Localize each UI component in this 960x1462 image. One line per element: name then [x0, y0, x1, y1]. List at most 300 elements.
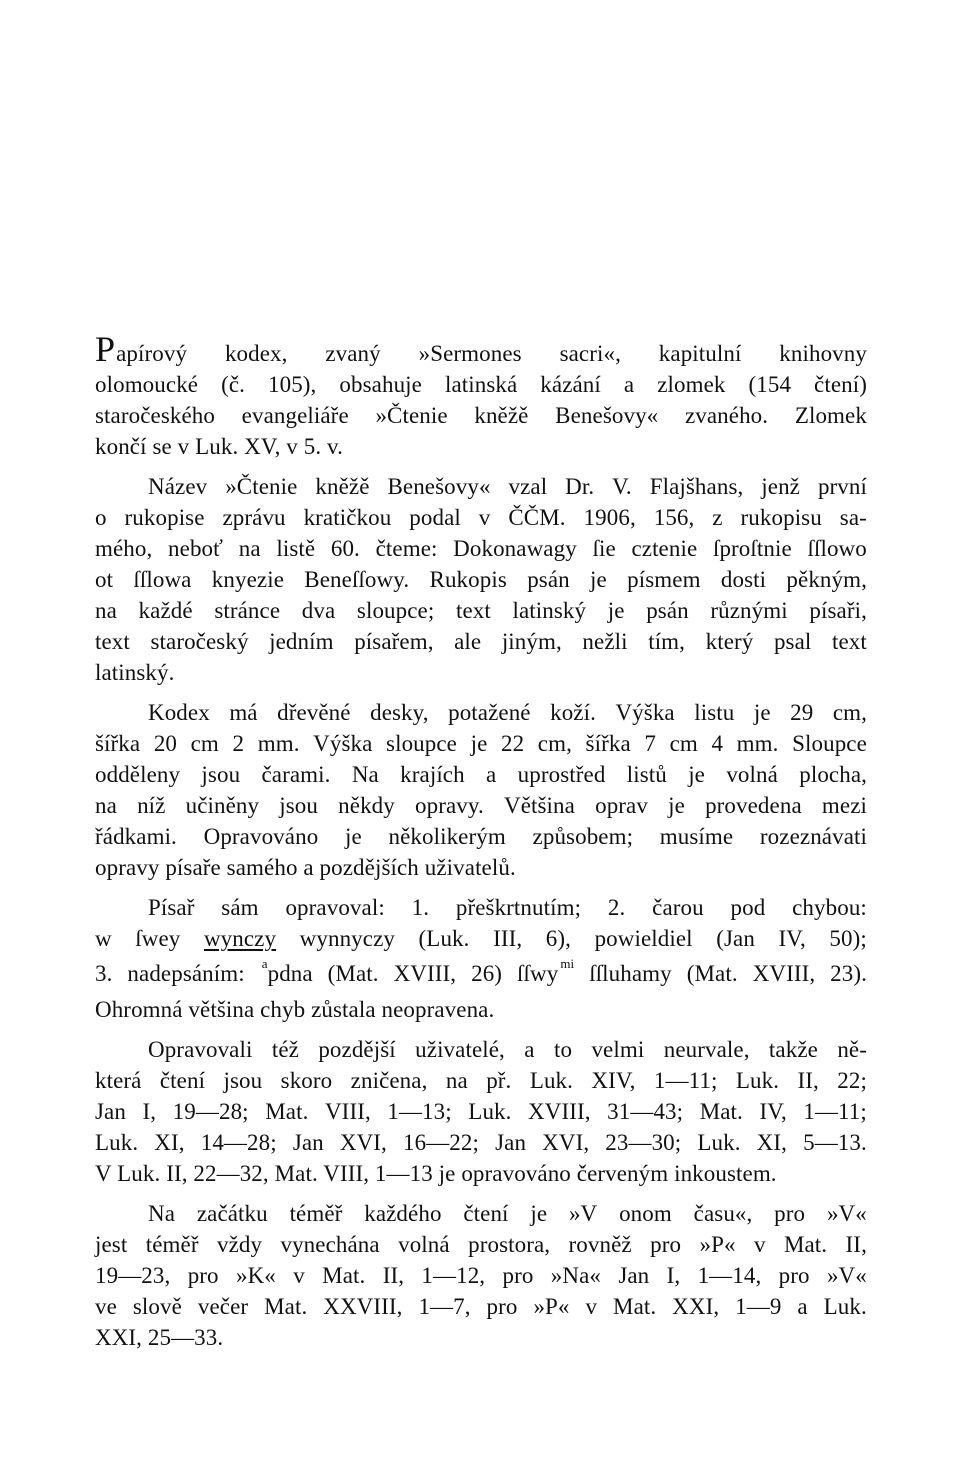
word: Jan	[95, 1099, 126, 1124]
word: 26)	[471, 961, 503, 986]
word: někdy	[338, 793, 395, 818]
word: 1906,	[583, 505, 636, 530]
word: XVIII,	[752, 961, 816, 986]
word: »K«	[235, 1263, 276, 1288]
word: téměř	[145, 1232, 199, 1257]
word: (č.	[221, 372, 246, 397]
word: ſſluhamy	[589, 961, 672, 986]
word: večer	[197, 1294, 249, 1319]
text-line	[95, 1260, 867, 1291]
word: 23—30;	[605, 1130, 682, 1155]
word: 1—11;	[803, 1099, 867, 1124]
word: v	[753, 1232, 766, 1257]
word: Luk.	[823, 1294, 867, 1319]
word: chybou:	[792, 895, 867, 920]
word: plocha,	[799, 762, 867, 787]
word: 1—7,	[418, 1294, 471, 1319]
word: Luk.	[468, 1099, 512, 1124]
text-line	[95, 892, 867, 923]
word: zvaný	[325, 341, 381, 366]
word: ſie	[592, 536, 616, 561]
word: XIV,	[591, 1068, 636, 1093]
word: Luk.	[697, 1130, 741, 1155]
word: tím,	[648, 629, 686, 654]
word: XVI,	[339, 1130, 387, 1155]
word: pro	[187, 1263, 219, 1288]
word: neboť	[168, 536, 224, 561]
word: (Jan	[716, 926, 755, 951]
word: je	[668, 793, 685, 818]
word: XI,	[756, 1130, 787, 1155]
word: Jan	[618, 1263, 650, 1288]
word: ſſlowo	[807, 536, 867, 561]
word: pěkným,	[786, 567, 867, 592]
word: opravy.	[415, 793, 484, 818]
word: »V«	[826, 1201, 867, 1226]
word: psán	[646, 598, 689, 623]
text-line	[95, 400, 867, 431]
word: uživatelé,	[415, 1037, 505, 1062]
word: pozdější	[318, 1037, 396, 1062]
word: 16—22;	[403, 1130, 479, 1155]
word: 23).	[830, 961, 867, 986]
paragraph-gap	[95, 1025, 867, 1034]
word: 6),	[545, 926, 571, 951]
word: vzal	[508, 474, 548, 499]
superscript-correction: a	[261, 956, 268, 971]
word: nežli	[582, 629, 628, 654]
word: latinská	[444, 372, 518, 397]
word: v	[585, 1294, 598, 1319]
word: pro	[486, 1294, 518, 1319]
word: 22	[501, 731, 525, 756]
word: téměř	[289, 1201, 343, 1226]
line-text: končí se v Luk. XV, v 5. v.	[95, 434, 344, 459]
first-word: Papírový	[95, 329, 188, 369]
word: dva	[301, 598, 336, 623]
word: přeškrtnutím;	[455, 895, 582, 920]
word: olomoucké	[95, 372, 199, 397]
word: je	[530, 1201, 548, 1226]
word: z	[712, 505, 723, 530]
word: latinský	[512, 598, 587, 623]
word: ale	[454, 629, 482, 654]
word: vynechána	[280, 1232, 380, 1257]
text-line	[95, 502, 867, 533]
text-line	[95, 994, 867, 1025]
word: 2	[232, 731, 245, 756]
word: II,	[382, 1263, 405, 1288]
word: mezi	[821, 793, 867, 818]
word: Luk.	[735, 1068, 780, 1093]
word: 4	[711, 731, 724, 756]
word: Sloupce	[792, 731, 867, 756]
word: I,	[142, 1099, 157, 1124]
paragraph-p3	[95, 697, 867, 883]
word: 14—28;	[200, 1130, 277, 1155]
word: učiněny	[185, 793, 260, 818]
word: ſſwy $^{mi}$	[517, 956, 575, 986]
word: první	[817, 474, 867, 499]
word: Na	[148, 1201, 176, 1226]
line-text: XXI, 25—33.	[95, 1325, 224, 1350]
word: 2.	[607, 895, 626, 920]
word: Dr.	[565, 474, 595, 499]
word: staročeský	[150, 629, 249, 654]
word: níž	[137, 793, 166, 818]
text-line	[95, 1127, 867, 1158]
word: (Luk.	[418, 926, 470, 951]
word: Mat.	[783, 1232, 828, 1257]
word: každé	[138, 598, 193, 623]
word: w	[95, 926, 112, 951]
word: jsou	[223, 1068, 263, 1093]
text-line	[95, 1096, 867, 1127]
word: písmem	[627, 567, 701, 592]
word: krajích	[400, 762, 465, 787]
text-line	[95, 1322, 867, 1353]
word: uprostřed	[517, 762, 606, 787]
word: ot	[95, 567, 114, 592]
word: knyezie	[211, 567, 284, 592]
paragraph-p2	[95, 471, 867, 688]
paragraph-p4	[95, 892, 867, 1025]
word: onom	[619, 1201, 672, 1226]
word: písaři,	[809, 598, 867, 623]
word: »P«	[533, 1294, 570, 1319]
text-line	[95, 626, 867, 657]
word: kněžě	[474, 403, 529, 428]
word: staročeského	[95, 403, 215, 428]
word: Kodex	[148, 700, 210, 725]
word: »Čtenie	[375, 403, 448, 428]
word: na	[95, 793, 117, 818]
text-line	[95, 1291, 867, 1322]
word: sám	[221, 895, 259, 920]
word: XVI,	[542, 1130, 590, 1155]
word: cm,	[537, 731, 572, 756]
word: obsahuje	[339, 372, 422, 397]
word: evangeliáře	[241, 403, 349, 428]
word: V.	[612, 474, 632, 499]
word: způsobem;	[532, 824, 634, 849]
word: jedním	[269, 629, 334, 654]
word: čarou	[652, 895, 704, 920]
word: stránce	[214, 598, 281, 623]
word: nadepsáním:	[127, 961, 245, 986]
text-line	[95, 369, 867, 400]
text-line	[95, 657, 867, 688]
word: 19—23,	[95, 1263, 171, 1288]
word: Benešovy«	[387, 474, 491, 499]
word: mého,	[95, 536, 153, 561]
word: to	[553, 1037, 573, 1062]
word: Název	[148, 474, 208, 499]
word: šířka	[95, 731, 141, 756]
word: I,	[666, 1263, 681, 1288]
word: Mat.	[699, 1099, 743, 1124]
word: pro	[774, 1201, 806, 1226]
word: jsou	[201, 762, 241, 787]
word: začátku	[196, 1201, 268, 1226]
word: v	[478, 505, 491, 530]
word: dosti	[720, 567, 767, 592]
word: opravoval:	[285, 895, 385, 920]
word: jsou	[279, 793, 319, 818]
text-line	[95, 1229, 867, 1260]
word: VIII,	[324, 1099, 371, 1124]
word: 1.	[411, 895, 430, 920]
text-line	[95, 697, 867, 728]
word: prostora,	[468, 1232, 551, 1257]
line-text: Ohromná většina chyb zůstala neopravena.	[95, 997, 495, 1022]
word: II,	[845, 1232, 867, 1257]
word: která	[95, 1068, 142, 1093]
word: »Na«	[550, 1263, 601, 1288]
paragraph-p5	[95, 1034, 867, 1189]
word: Dokonawagy	[453, 536, 577, 561]
word: pro	[502, 1263, 534, 1288]
text-line	[95, 1034, 867, 1065]
word: dřevěné	[277, 700, 351, 725]
word: 31—43;	[607, 1099, 684, 1124]
word: šířka	[585, 731, 631, 756]
word: Beneſſowy.	[304, 567, 410, 592]
word: o	[95, 505, 107, 530]
word: je	[607, 598, 625, 623]
word: neurvale,	[663, 1037, 750, 1062]
word: je	[688, 762, 705, 787]
word: každého	[364, 1201, 442, 1226]
word: cm	[190, 731, 219, 756]
word: ſſlowa	[133, 567, 192, 592]
word: III,	[493, 926, 523, 951]
paragraph-p6	[95, 1198, 867, 1353]
word: pro	[650, 1232, 682, 1257]
word: II,	[797, 1068, 819, 1093]
word: skoro	[280, 1068, 333, 1093]
word: je	[753, 700, 771, 725]
word: »V	[568, 1201, 598, 1226]
text-line	[95, 954, 867, 994]
word: koží.	[550, 700, 596, 725]
word: XVIII,	[393, 961, 457, 986]
word: (Mat.	[327, 961, 379, 986]
word: 1—14,	[697, 1263, 762, 1288]
word: zničena,	[350, 1068, 428, 1093]
word: knihovny	[779, 341, 867, 366]
word: Mat.	[264, 1294, 308, 1319]
word: čarami.	[261, 762, 331, 787]
word: cm	[669, 731, 698, 756]
word: mm.	[736, 731, 779, 756]
word: sloupce;	[356, 598, 435, 623]
word: ve	[95, 1294, 117, 1319]
word: a	[486, 762, 497, 787]
word: XVIII,	[528, 1099, 591, 1124]
word: Benešovy«	[555, 403, 659, 428]
text-line	[95, 1065, 867, 1096]
text-line	[95, 329, 867, 369]
word: cm,	[832, 700, 867, 725]
word: »P«	[699, 1232, 736, 1257]
word: Jan	[292, 1130, 324, 1155]
word: text	[455, 598, 491, 623]
word: čtení	[463, 1201, 509, 1226]
word: takže	[768, 1037, 818, 1062]
word: 7	[644, 731, 656, 756]
word: potažené	[448, 700, 531, 725]
word: cztenie	[631, 536, 698, 561]
word: desky,	[370, 700, 429, 725]
word: kázání	[540, 372, 601, 397]
line-text: latinský.	[95, 660, 175, 685]
word: čtení	[159, 1068, 206, 1093]
word: Výška	[615, 700, 675, 725]
word: na	[95, 598, 117, 623]
paragraph-gap	[95, 688, 867, 697]
word: jenž	[761, 474, 800, 499]
text-line	[95, 728, 867, 759]
word: XXI,	[672, 1294, 720, 1319]
word: Mat.	[613, 1294, 657, 1319]
word: rukopisu	[740, 505, 822, 530]
word: a	[797, 1294, 808, 1319]
word: 19—28;	[172, 1099, 249, 1124]
word: na	[445, 1068, 468, 1093]
word: 1—9	[735, 1294, 782, 1319]
word: který	[705, 629, 754, 654]
word: rozeznávati	[759, 824, 867, 849]
word: je	[590, 567, 607, 592]
word: je	[344, 824, 362, 849]
word: na	[238, 536, 261, 561]
word: 3.	[95, 961, 113, 986]
word: Na	[351, 762, 379, 787]
word: zprávu	[222, 505, 286, 530]
text-line	[95, 1158, 867, 1189]
word: text	[831, 629, 867, 654]
text-line	[95, 923, 867, 954]
word: 22;	[837, 1068, 867, 1093]
text-line	[95, 595, 867, 626]
word: vždy	[216, 1232, 263, 1257]
word: jest	[95, 1232, 128, 1257]
word: text	[95, 629, 130, 654]
word: má	[229, 700, 258, 725]
word: provedena	[705, 793, 802, 818]
word: Většina	[503, 793, 575, 818]
word: pod	[730, 895, 766, 920]
word: 60.	[330, 536, 360, 561]
word: psal	[773, 629, 812, 654]
word: wynnyczy	[299, 926, 395, 951]
line-text: opravy písaře samého a pozdějších uživatelů.	[95, 855, 516, 880]
word: rukopise	[124, 505, 205, 530]
word: ČČM.	[508, 505, 566, 530]
word: 5—13.	[803, 1130, 867, 1155]
word: 105),	[268, 372, 317, 397]
word: IV,	[759, 1099, 787, 1124]
word: mm.	[257, 731, 300, 756]
word: rovněž	[568, 1232, 632, 1257]
word: též	[271, 1037, 299, 1062]
word: »Sermones	[418, 341, 522, 366]
text-line	[95, 431, 867, 462]
word: čteme:	[375, 536, 438, 561]
word: $^a$pdna	[261, 956, 313, 986]
word: kratičkou	[303, 505, 392, 530]
word: »Čtenie	[225, 474, 298, 499]
word: psán	[527, 567, 570, 592]
word: ſwey	[135, 926, 181, 951]
text-line	[95, 471, 867, 502]
paragraph-gap	[95, 462, 867, 471]
word: kapitulní	[658, 341, 742, 366]
word: ſproſtnie	[712, 536, 792, 561]
word: XI,	[154, 1130, 185, 1155]
line-text: V Luk. II, 22—32, Mat. VIII, 1—13 je opravováno červeným inkoustem.	[95, 1161, 777, 1186]
text-line	[95, 564, 867, 595]
word: čtení)	[814, 372, 867, 397]
text-line	[95, 759, 867, 790]
word: 50);	[829, 926, 867, 951]
word: jiným,	[501, 629, 562, 654]
word: Flajšhans,	[649, 474, 744, 499]
word: Rukopis	[429, 567, 507, 592]
word: sloupce	[386, 731, 457, 756]
word: času«,	[693, 1201, 753, 1226]
word: v	[293, 1263, 305, 1288]
paragraph-p1	[95, 329, 867, 462]
word: 1—11;	[653, 1068, 718, 1093]
word: volná	[726, 762, 778, 787]
word: wynczy	[203, 926, 277, 951]
word: několikerým	[388, 824, 506, 849]
word: ně-	[837, 1037, 867, 1062]
paragraph-gap	[95, 883, 867, 892]
word: Luk.	[95, 1130, 139, 1155]
word: Opravovali	[148, 1037, 253, 1062]
word: písařem,	[354, 629, 434, 654]
word: listů	[626, 762, 667, 787]
word: zvaného.	[684, 403, 769, 428]
word: 1—12,	[421, 1263, 486, 1288]
text-line	[95, 533, 867, 564]
drop-cap: P	[95, 329, 116, 369]
word: Výška	[313, 731, 373, 756]
word: Zlomek	[794, 403, 867, 428]
word: (Mat.	[686, 961, 738, 986]
word: kodex,	[224, 341, 288, 366]
word: oprav	[595, 793, 648, 818]
word: odděleny	[95, 762, 181, 787]
text-line	[95, 1198, 867, 1229]
word: »V«	[826, 1263, 867, 1288]
text-line	[95, 852, 867, 883]
word: je	[470, 731, 488, 756]
word: podal	[409, 505, 461, 530]
text-line	[95, 790, 867, 821]
word: powieldiel	[594, 926, 693, 951]
word: a	[524, 1037, 535, 1062]
word: Jan	[495, 1130, 527, 1155]
word: př.	[486, 1068, 512, 1093]
word: a	[623, 372, 635, 397]
word: 156,	[653, 505, 695, 530]
word: (154	[748, 372, 792, 397]
word: Mat.	[265, 1099, 309, 1124]
